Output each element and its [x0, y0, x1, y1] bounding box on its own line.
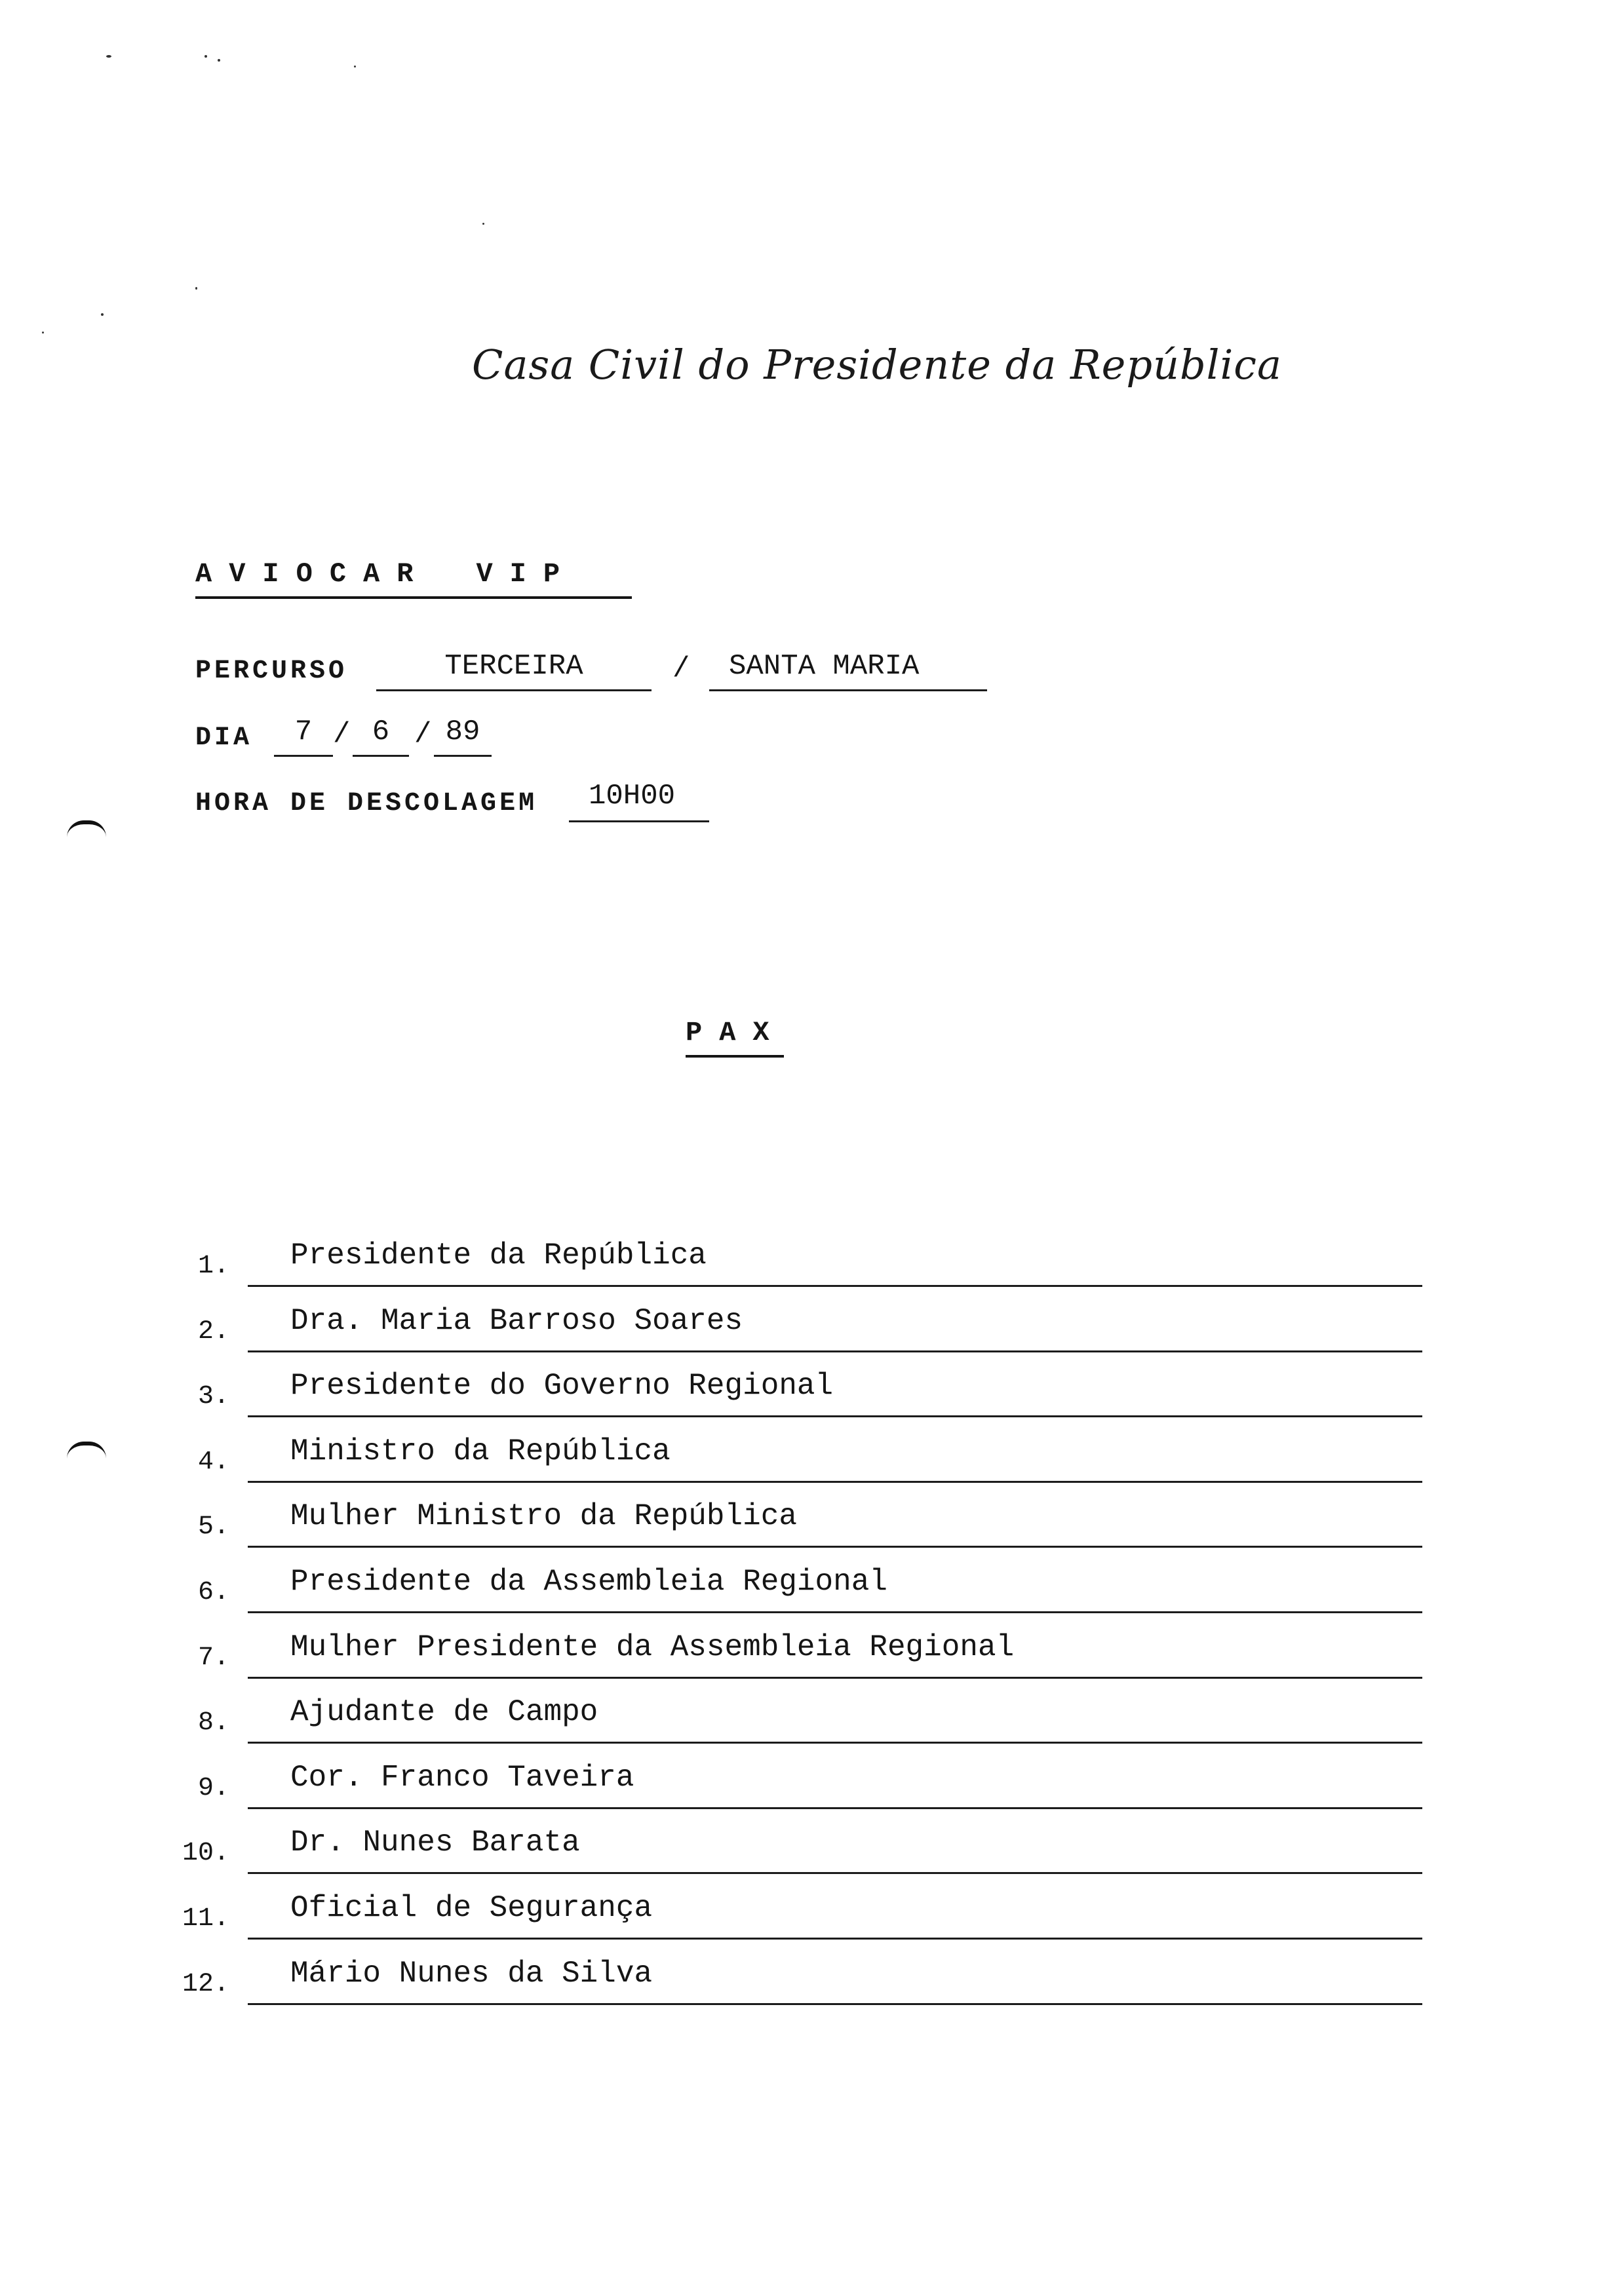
list-item [164, 1563, 1422, 1609]
passenger-name: Oficial de Segurança [290, 1891, 653, 1925]
passenger-name: Dra. Maria Barroso Soares [290, 1304, 743, 1338]
item-line [248, 1742, 1422, 1744]
hole-punch-mark [67, 820, 106, 837]
item-line [248, 1350, 1422, 1352]
aircraft-name: AVIOCAR [195, 558, 431, 590]
date-month: 6 [372, 716, 390, 748]
item-number: 12. [182, 1970, 229, 1999]
scan-speck [354, 66, 356, 67]
item-number: 10. [182, 1839, 229, 1868]
list-item [164, 1368, 1422, 1413]
item-line [248, 1677, 1422, 1679]
list-item [164, 1759, 1422, 1805]
item-number: 3. [197, 1382, 229, 1411]
scan-speck [106, 55, 111, 58]
passenger-name: Cor. Franco Taveira [290, 1761, 634, 1795]
date-year-line [434, 755, 492, 757]
heading-underline [195, 596, 632, 599]
scan-speck [204, 55, 207, 58]
route-label: PERCURSO [195, 657, 348, 686]
scan-speck [218, 59, 220, 62]
item-line [248, 1415, 1422, 1417]
list-item [164, 1694, 1422, 1740]
date-label: DIA [195, 723, 253, 753]
date-separator: / [414, 718, 432, 751]
date-month-line [353, 755, 409, 757]
list-item [164, 1890, 1422, 1936]
passenger-name: Dr. Nunes Barata [290, 1826, 580, 1860]
hole-punch-mark [67, 1442, 106, 1459]
item-line [248, 1872, 1422, 1874]
list-item [164, 1955, 1422, 2001]
list-item [164, 1629, 1422, 1675]
list-item [164, 1824, 1422, 1870]
item-number: 2. [197, 1317, 229, 1347]
route-separator: / [672, 653, 690, 685]
list-item [164, 1498, 1422, 1544]
route-from: TERCEIRA [444, 650, 583, 683]
departure-time: 10H00 [589, 780, 676, 813]
route-to: SANTA MARIA [729, 650, 920, 683]
date-day: 7 [294, 716, 313, 748]
list-item [164, 1303, 1422, 1349]
list-item [164, 1237, 1422, 1283]
list-item [164, 1433, 1422, 1479]
item-number: 4. [197, 1447, 229, 1477]
passenger-name: Presidente do Governo Regional [290, 1369, 834, 1403]
passenger-name: Mulher Ministro da República [290, 1499, 797, 1533]
passenger-name: Mulher Presidente da Assembleia Regional [290, 1630, 1015, 1664]
item-number: 9. [197, 1774, 229, 1803]
date-day-line [274, 755, 333, 757]
pax-heading-underline [686, 1055, 784, 1058]
departure-time-line [569, 820, 709, 822]
passenger-name: Mário Nunes da Silva [290, 1957, 653, 1991]
route-to-line [709, 689, 987, 691]
item-number: 7. [197, 1643, 229, 1673]
item-line [248, 1938, 1422, 1940]
aircraft-type: VIP [476, 558, 577, 590]
item-line [248, 1285, 1422, 1287]
item-number: 11. [182, 1904, 229, 1934]
passenger-name: Ministro da República [290, 1434, 671, 1468]
scan-speck [195, 287, 197, 290]
item-line [248, 1611, 1422, 1613]
item-line [248, 1807, 1422, 1809]
item-number: 5. [197, 1512, 229, 1542]
item-line [248, 1481, 1422, 1483]
item-number: 6. [197, 1578, 229, 1607]
departure-label: HORA DE DESCOLAGEM [195, 789, 538, 818]
date-year: 89 [445, 716, 480, 748]
route-from-line [376, 689, 652, 691]
item-line [248, 2003, 1422, 2005]
item-number: 1. [197, 1252, 229, 1281]
scan-speck [482, 223, 484, 225]
scan-speck [101, 313, 104, 316]
passenger-name: Ajudante de Campo [290, 1695, 598, 1729]
pax-heading: PAX [686, 1017, 787, 1048]
letterhead: Casa Civil do Presidente da República [472, 341, 1282, 389]
item-number: 8. [197, 1708, 229, 1738]
scan-speck [42, 332, 44, 334]
passenger-name: Presidente da República [290, 1238, 707, 1272]
aircraft-heading [195, 558, 577, 590]
date-separator: / [333, 718, 351, 751]
passenger-name: Presidente da Assembleia Regional [290, 1565, 887, 1599]
item-line [248, 1546, 1422, 1548]
